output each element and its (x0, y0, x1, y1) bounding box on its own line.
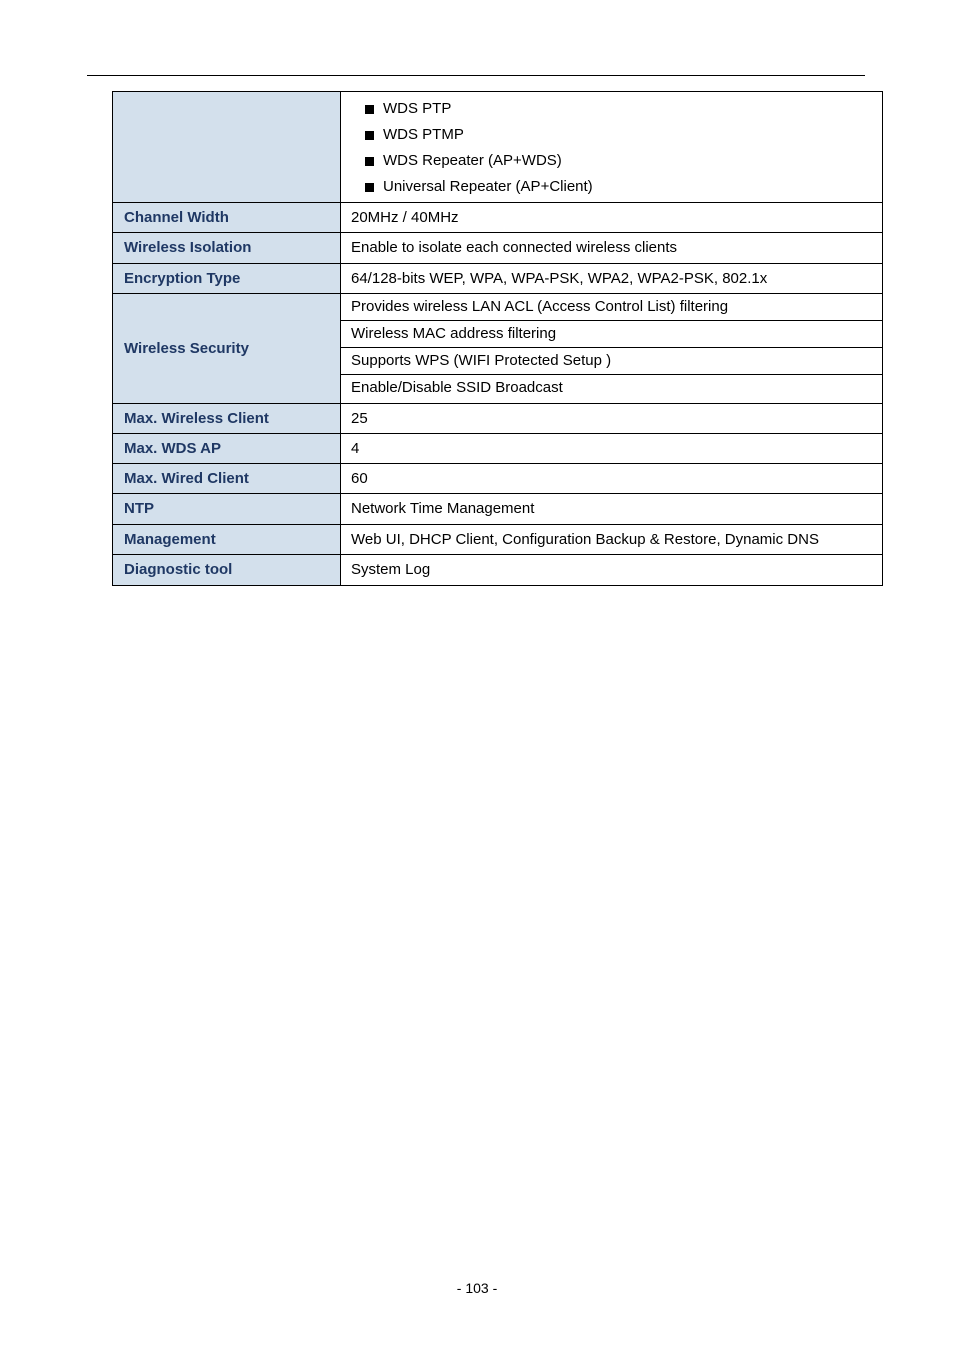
sub-value: Supports WPS (WIFI Protected Setup ) (341, 348, 882, 375)
table-row (113, 233, 883, 264)
page-number: - 103 - (456, 1280, 498, 1296)
wireless-security-values (341, 294, 883, 404)
row-value: Network Time Management (341, 494, 883, 525)
bullet-square-icon (365, 183, 374, 192)
row-label: Management (113, 525, 341, 555)
row-label: Wireless Security (113, 294, 341, 404)
row-value: System Log (341, 555, 883, 586)
sub-value: Enable/Disable SSID Broadcast (351, 379, 563, 396)
table-row (113, 555, 883, 586)
row-label: Max. WDS AP (113, 434, 341, 464)
table-row (113, 203, 883, 233)
specification-table (112, 91, 883, 586)
row-value: 4 (341, 434, 883, 464)
row-label: Max. Wireless Client (113, 404, 341, 434)
row-label: NTP (113, 494, 341, 525)
list-item: WDS PTP (365, 96, 882, 122)
list-item: WDS Repeater (AP+WDS) (365, 148, 882, 174)
table-row (113, 404, 883, 434)
row-label: Encryption Type (113, 264, 341, 294)
bullet-square-icon (365, 157, 374, 166)
table-row (113, 264, 883, 294)
table-row (113, 294, 883, 404)
sub-value: Provides wireless LAN ACL (Access Control List) filtering (341, 294, 882, 321)
table-row (113, 464, 883, 494)
sub-value: Wireless MAC address filtering (341, 321, 882, 348)
row-label: Channel Width (113, 203, 341, 233)
row-label: Max. Wired Client (113, 464, 341, 494)
wds-mode-list (341, 92, 883, 203)
row-value: 60 (341, 464, 883, 494)
row-label-empty (113, 92, 341, 203)
header-rule (87, 75, 865, 76)
table-row (113, 92, 883, 203)
row-label: Diagnostic tool (113, 555, 341, 586)
table-row (113, 434, 883, 464)
row-value: Enable to isolate each connected wireless clients (341, 233, 883, 264)
row-label: Wireless Isolation (113, 233, 341, 264)
table-row (113, 494, 883, 525)
row-value: 25 (341, 404, 883, 434)
list-item: WDS PTMP (365, 122, 882, 148)
row-value: 64/128-bits WEP, WPA, WPA-PSK, WPA2, WPA2-PSK, 802.1x (341, 264, 883, 294)
bullet-square-icon (365, 105, 374, 114)
bullet-square-icon (365, 131, 374, 140)
table-row (113, 525, 883, 555)
list-item: Universal Repeater (AP+Client) (365, 174, 882, 200)
row-value: Web UI, DHCP Client, Configuration Backup & Restore, Dynamic DNS (341, 525, 883, 555)
row-value: 20MHz / 40MHz (341, 203, 883, 233)
